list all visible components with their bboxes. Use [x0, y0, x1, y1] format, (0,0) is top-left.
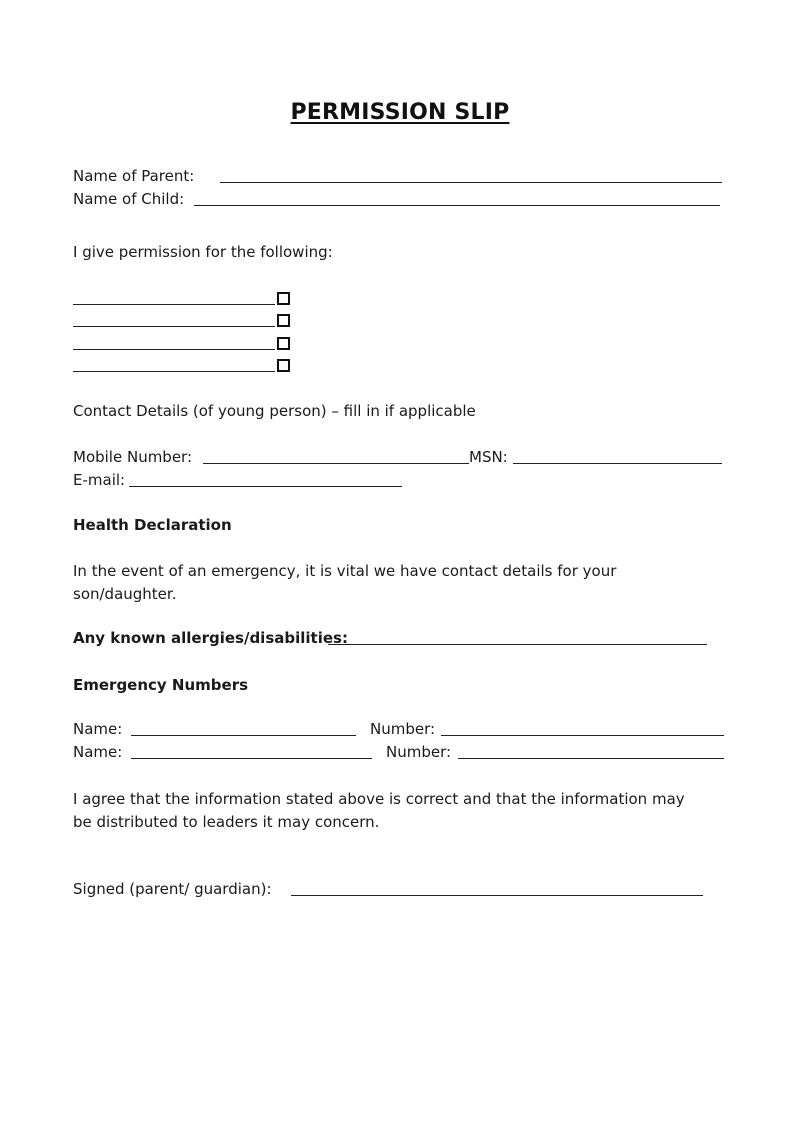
emergency-number-label: Number: — [386, 743, 452, 761]
emergency-number-field[interactable] — [441, 735, 724, 736]
allergies-label: Any known allergies/disabilities: — [73, 629, 348, 647]
permission-item — [73, 310, 313, 330]
signature-field[interactable] — [291, 895, 703, 896]
permission-item-field[interactable] — [73, 326, 275, 327]
health-text-line1: In the event of an emergency, it is vital we have contact details for your — [73, 562, 617, 580]
child-name-field[interactable] — [194, 205, 720, 206]
email-field[interactable] — [129, 486, 402, 487]
emergency-name-label: Name: — [73, 720, 123, 738]
emergency-number-label: Number: — [370, 720, 436, 738]
mobile-label: Mobile Number: — [73, 448, 193, 466]
permission-checkbox[interactable] — [277, 314, 290, 327]
permission-checkbox[interactable] — [277, 337, 290, 350]
health-heading: Health Declaration — [73, 516, 232, 534]
parent-name-label: Name of Parent: — [73, 167, 195, 185]
signature-label: Signed (parent/ guardian): — [73, 880, 272, 898]
permission-item — [73, 288, 313, 308]
email-label: E-mail: — [73, 471, 126, 489]
agreement-line1: I agree that the information stated above is correct and that the information may — [73, 790, 685, 808]
msn-label: MSN: — [469, 448, 508, 466]
mobile-field[interactable] — [203, 463, 469, 464]
emergency-name-field[interactable] — [131, 758, 372, 759]
msn-field[interactable] — [513, 463, 722, 464]
allergies-field[interactable] — [328, 644, 707, 645]
child-name-label: Name of Child: — [73, 190, 185, 208]
permission-item-field[interactable] — [73, 349, 275, 350]
emergency-heading: Emergency Numbers — [73, 676, 249, 694]
permission-item — [73, 355, 313, 375]
health-text-line2: son/daughter. — [73, 585, 177, 603]
permission-intro: I give permission for the following: — [73, 243, 333, 261]
emergency-number-field[interactable] — [458, 758, 724, 759]
agreement-line2: be distributed to leaders it may concern. — [73, 813, 380, 831]
emergency-name-label: Name: — [73, 743, 123, 761]
permission-item-field[interactable] — [73, 304, 275, 305]
permission-item-field[interactable] — [73, 371, 275, 372]
permission-item — [73, 333, 313, 353]
page-title: PERMISSION SLIP — [290, 100, 510, 125]
permission-checkbox[interactable] — [277, 359, 290, 372]
parent-name-field[interactable] — [220, 182, 722, 183]
permission-checkbox[interactable] — [277, 292, 290, 305]
emergency-name-field[interactable] — [131, 735, 356, 736]
contact-heading: Contact Details (of young person) – fill in if applicable — [73, 402, 476, 420]
